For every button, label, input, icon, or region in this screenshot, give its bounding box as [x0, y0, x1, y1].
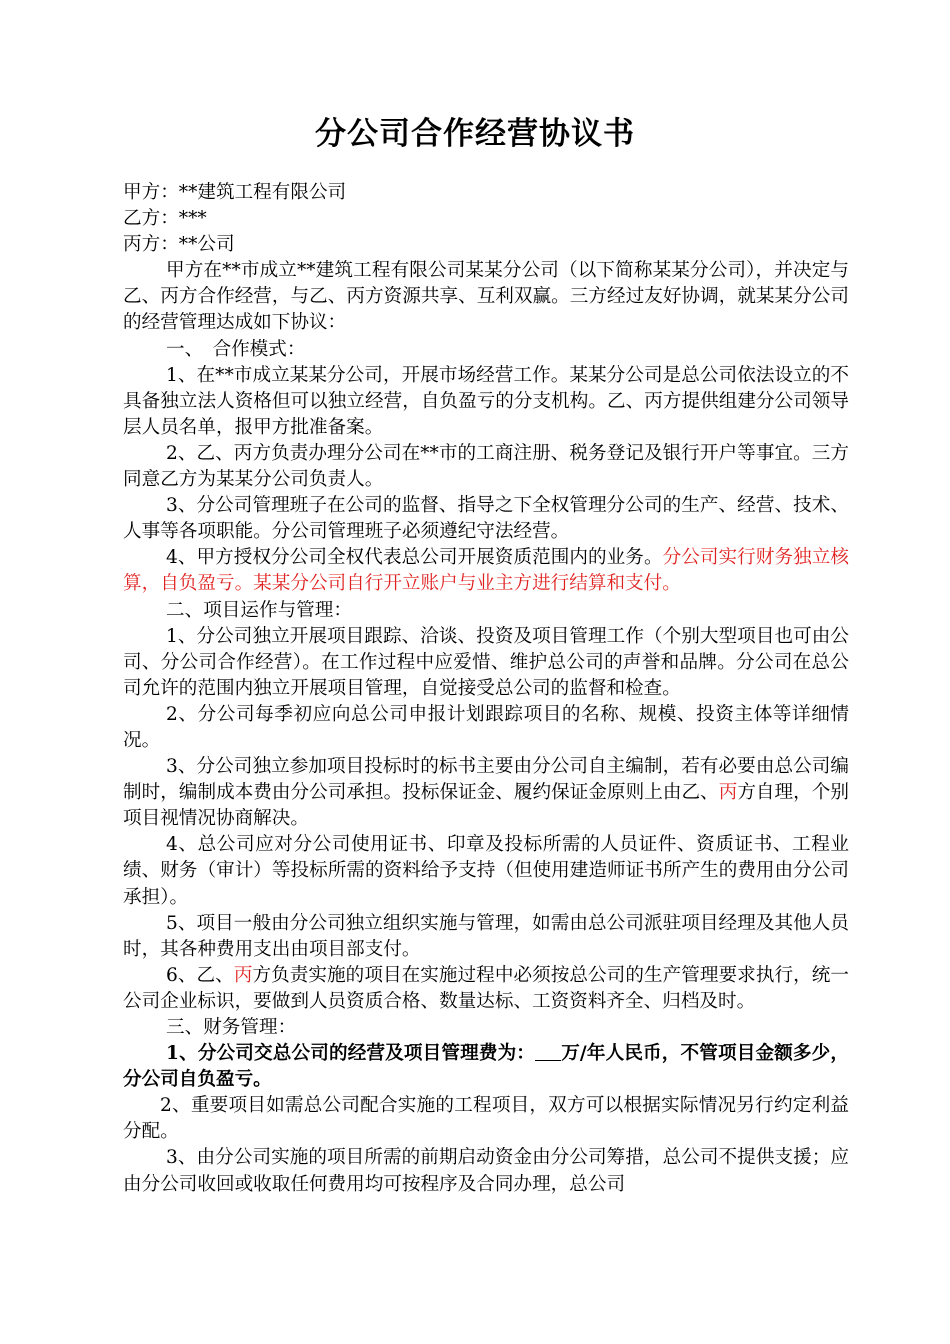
party-a: 甲方：**建筑工程有限公司 [123, 182, 347, 203]
section2-item2: 2、分公司每季初应向总公司申报计划跟踪项目的名称、规模、投资主体等详细情况。 [123, 703, 849, 751]
section2-item3 [123, 754, 849, 832]
document-title: 分公司合作经营协议书 [315, 116, 635, 152]
section1-item4 [123, 545, 849, 597]
section3-item1 [123, 1041, 849, 1093]
intro-paragraph: 甲方在**市成立**建筑工程有限公司某某分公司（以下简称某某分公司），并决定与乙、丙方合作经营，与乙、丙方资源共享、互利双赢。三方经过友好协调，就某某分公司的经营管理达成如下协议： [123, 260, 849, 334]
section2-item4: 4、总公司应对分公司使用证书、印章及投标所需的人员证件、资质证书、工程业绩、财务（审计）等投标所需的资料给予支持（但使用建造师证书所产生的费用由分公司承担）。 [123, 834, 849, 908]
section2-item5: 5、项目一般由分公司独立组织实施与管理，如需由总公司派驻项目经理及其他人员时，其各种费用支出由项目部支付。 [123, 912, 849, 960]
section2-item3-highlight: 丙 [718, 782, 738, 804]
party-c: 丙方：**公司 [123, 234, 235, 256]
section3-item2: 2、重要项目如需总公司配合实施的工程项目，双方可以根据实际情况另行约定利益分配。 [123, 1095, 849, 1143]
section2-item6-text-a: 6、乙、 [166, 964, 234, 986]
section2-item6-highlight: 丙 [233, 964, 253, 986]
section1-item4-highlight: 分公司实行财务独立核算，自负盈亏。某某分公司自行开立账户与业主方进行结算和支付。 [123, 547, 849, 595]
section2-item6 [123, 963, 849, 1015]
section2-item6-text-b: 方负责实施的项目在实施过程中必须按总公司的生产管理要求执行，统一公司企业标识，要做到人员资质合格、数量达标、工资资料齐全、归档及时。 [123, 964, 849, 1012]
document-body [123, 180, 849, 1198]
section3-item3: 3、由分公司实施的项目所需的前期启动资金由分公司筹措，总公司不提供支援；应由分公司收回或收取任何费用均可按程序及合同办理，总公司 [123, 1147, 849, 1195]
party-b: 乙方：*** [123, 208, 207, 230]
section3-item1-text-b: 万/年人民币，不管项目金额多少，分公司自负盈亏。 [123, 1043, 849, 1091]
section1-item4-text: 4、甲方授权分公司全权代表总公司开展资质范围内的业务。 [166, 547, 663, 569]
section3-item1-text-a: 1、分公司交总公司的经营及项目管理费为： [166, 1043, 536, 1065]
section2-heading: 二、项目运作与管理： [166, 599, 352, 621]
section2-item3-text-a: 3、分公司独立参加项目投标时的标书主要由分公司自主编制，若有必要由总公司编制时，编制成本费由分公司承担。投标保证金、履约保证金原则上由乙、 [123, 756, 849, 804]
section1-item1: 1、在**市成立某某分公司，开展市场经营工作。某某分公司是总公司依法设立的不具备独立法人资格但可以独立经营，自负盈亏的分支机构。乙、丙方提供组建分公司领导层人员名单，报甲方批准备案。 [123, 364, 849, 438]
section3-heading: 三、财务管理： [166, 1017, 297, 1038]
section1-item2: 2、乙、丙方负责办理分公司在**市的工商注册、税务登记及银行开户等事宜。三方同意乙方为某某分公司负责人。 [123, 442, 849, 491]
fee-blank-underline [535, 1042, 561, 1061]
section1-item3: 3、分公司管理班子在公司的监督、指导之下全权管理分公司的生产、经营、技术、人事等各项职能。分公司管理班子必须遵纪守法经营。 [123, 495, 849, 543]
section1-heading: 一、 合作模式： [166, 338, 306, 360]
section2-item1: 1、分公司独立开展项目跟踪、洽谈、投资及项目管理工作（个别大型项目也可由公司、分公司合作经营）。在工作过程中应爱惜、维护总公司的声誉和品牌。分公司在总公司允许的范围内独立开展项目管理，自觉接受总公司的监督和检查。 [123, 625, 849, 699]
section2-item3-text-b: 方自理，个别项目视情况协商解决。 [123, 782, 849, 830]
